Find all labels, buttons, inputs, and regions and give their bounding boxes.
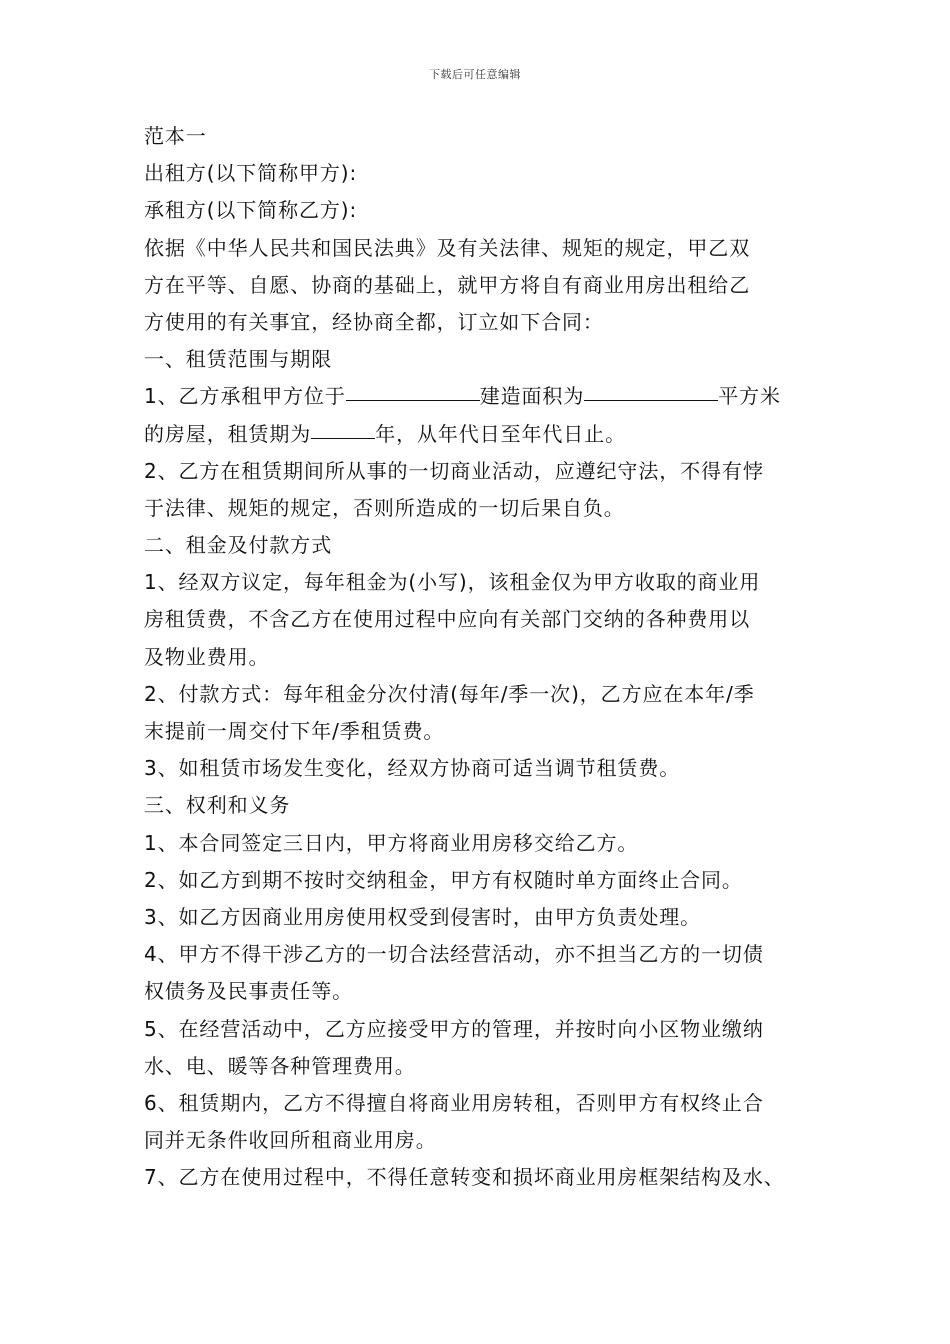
clause-text: 年，从年代日至年代日止。 xyxy=(375,421,627,446)
area-blank xyxy=(584,380,718,401)
clause-line: 同并无条件收回所租商业用房。 xyxy=(144,1128,437,1153)
contract-body xyxy=(144,118,824,1196)
clause-line: 1、经双方议定，每年租金为(小写)，该租金仅为甲方收取的商业用 xyxy=(144,570,761,595)
lessor-label: 出租方(以下简称甲方): xyxy=(144,161,358,186)
clause-line: 房租赁费，不含乙方在使用过程中应向有关部门交纳的各种费用以 xyxy=(144,607,751,632)
clause-text: 的房屋，租赁期为 xyxy=(144,421,312,446)
clause-line: 权债务及民事责任等。 xyxy=(144,979,353,1004)
clause-line xyxy=(144,416,824,453)
section-heading: 一、租赁范围与期限 xyxy=(144,347,333,372)
clause-line: 1、本合同签定三日内，甲方将商业用房移交给乙方。 xyxy=(144,830,639,855)
header-note: 下载后可任意编辑 xyxy=(429,68,521,81)
clause-line: 3、如乙方因商业用房使用权受到侵害时，由甲方负责处理。 xyxy=(144,904,702,929)
clause-line: 及物业费用。 xyxy=(144,644,270,669)
lessee-label: 承租方(以下简称乙方): xyxy=(144,198,358,223)
clause-line: 3、如租赁市场发生变化，经双方协商可适当调节租赁费。 xyxy=(144,756,681,781)
section-heading: 二、租金及付款方式 xyxy=(144,533,333,558)
clause-text: 建造面积为 xyxy=(479,384,585,409)
preamble-line: 方在平等、自愿、协商的基础上，就甲方将自有商业用房出租给乙 xyxy=(144,272,751,297)
clause-line: 7、乙方在使用过程中，不得任意转变和损坏商业用房框架结构及水、 xyxy=(144,1165,785,1190)
section-heading: 三、权利和义务 xyxy=(144,793,291,818)
clause-line: 末提前一周交付下年/季租赁费。 xyxy=(144,719,445,743)
clause-line: 5、在经营活动中，乙方应接受甲方的管理，并按时向小区物业缴纳 xyxy=(144,1016,764,1041)
clause-text: 平方米 xyxy=(718,384,781,409)
clause-text: 1、乙方承租甲方位于 xyxy=(144,384,346,409)
location-blank xyxy=(346,380,480,401)
clause-line: 2、乙方在租赁期间所从事的一切商业活动，应遵纪守法，不得有悖 xyxy=(144,458,764,483)
clause-line: 4、甲方不得干涉乙方的一切合法经营活动，亦不担当乙方的一切债 xyxy=(144,942,764,967)
preamble-line: 依据《中华人民共和国民法典》及有关法律、规矩的规定，甲乙双 xyxy=(144,235,751,260)
sample-title: 范本一 xyxy=(144,124,207,148)
preamble-line: 方使用的有关事宜，经协商全都，订立如下合同： xyxy=(144,309,604,334)
clause-line: 2、如乙方到期不按时交纳租金，甲方有权随时单方面终止合同。 xyxy=(144,867,743,892)
term-years-blank xyxy=(311,418,375,439)
clause-line xyxy=(144,378,824,415)
clause-line: 2、付款方式：每年租金分次付清(每年/季一次)，乙方应在本年/季 xyxy=(144,681,755,706)
clause-line: 水、电、暖等各种管理费用。 xyxy=(144,1053,416,1078)
clause-line: 6、租赁期内，乙方不得擅自将商业用房转租，否则甲方有权终止合 xyxy=(144,1090,764,1115)
clause-line: 于法律、规矩的规定，否则所造成的一切后果自负。 xyxy=(144,495,625,520)
